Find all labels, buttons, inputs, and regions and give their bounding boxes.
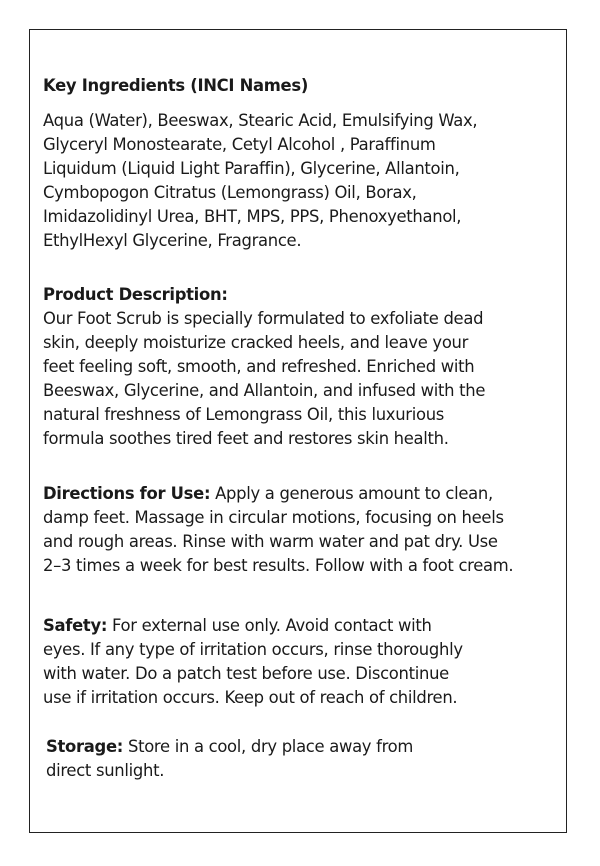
directions-section [43, 482, 573, 578]
directions-heading: Directions for Use: [43, 484, 211, 503]
safety-section [43, 614, 573, 710]
storage-line: direct sunlight. [46, 761, 165, 780]
safety-line: For external use only. Avoid contact with [107, 616, 432, 635]
storage-section [46, 735, 576, 783]
ingredients-section [43, 74, 573, 253]
safety-heading: Safety: [43, 616, 108, 635]
storage-heading: Storage: [46, 737, 124, 756]
description-section [43, 283, 573, 451]
directions-line: and rough areas. Rinse with warm water and pat dry. Use [43, 532, 498, 551]
description-heading: Product Description: [43, 285, 228, 304]
description-line: skin, deeply moisturize cracked heels, and leave your [43, 333, 469, 352]
safety-line: with water. Do a patch test before use. Discontinue [43, 664, 449, 683]
ingredients-line: Cymbopogon Citratus (Lemongrass) Oil, Borax, [43, 183, 417, 202]
ingredients-line: Liquidum (Liquid Light Paraffin), Glycerine, Allantoin, [43, 159, 460, 178]
directions-line: 2–3 times a week for best results. Follow with a foot cream. [43, 556, 514, 575]
directions-line: damp feet. Massage in circular motions, focusing on heels [43, 508, 504, 527]
ingredients-line: Imidazolidinyl Urea, BHT, MPS, PPS, Phenoxyethanol, [43, 207, 462, 226]
description-line: Beeswax, Glycerine, and Allantoin, and infused with the [43, 381, 486, 400]
storage-line: Store in a cool, dry place away from [123, 737, 414, 756]
description-line: formula soothes tired feet and restores skin health. [43, 429, 449, 448]
directions-line: Apply a generous amount to clean, [210, 484, 493, 503]
description-line: Our Foot Scrub is specially formulated to exfoliate dead [43, 309, 484, 328]
ingredients-line: Aqua (Water), Beeswax, Stearic Acid, Emulsifying Wax, [43, 111, 478, 130]
safety-line: eyes. If any type of irritation occurs, rinse thoroughly [43, 640, 463, 659]
ingredients-line: Glyceryl Monostearate, Cetyl Alcohol , Paraffinum [43, 135, 436, 154]
safety-line: use if irritation occurs. Keep out of reach of children. [43, 688, 458, 707]
ingredients-heading: Key Ingredients (INCI Names) [43, 76, 309, 95]
ingredients-line: EthylHexyl Glycerine, Fragrance. [43, 231, 302, 250]
description-line: feet feeling soft, smooth, and refreshed. Enriched with [43, 357, 475, 376]
description-line: natural freshness of Lemongrass Oil, this luxurious [43, 405, 445, 424]
